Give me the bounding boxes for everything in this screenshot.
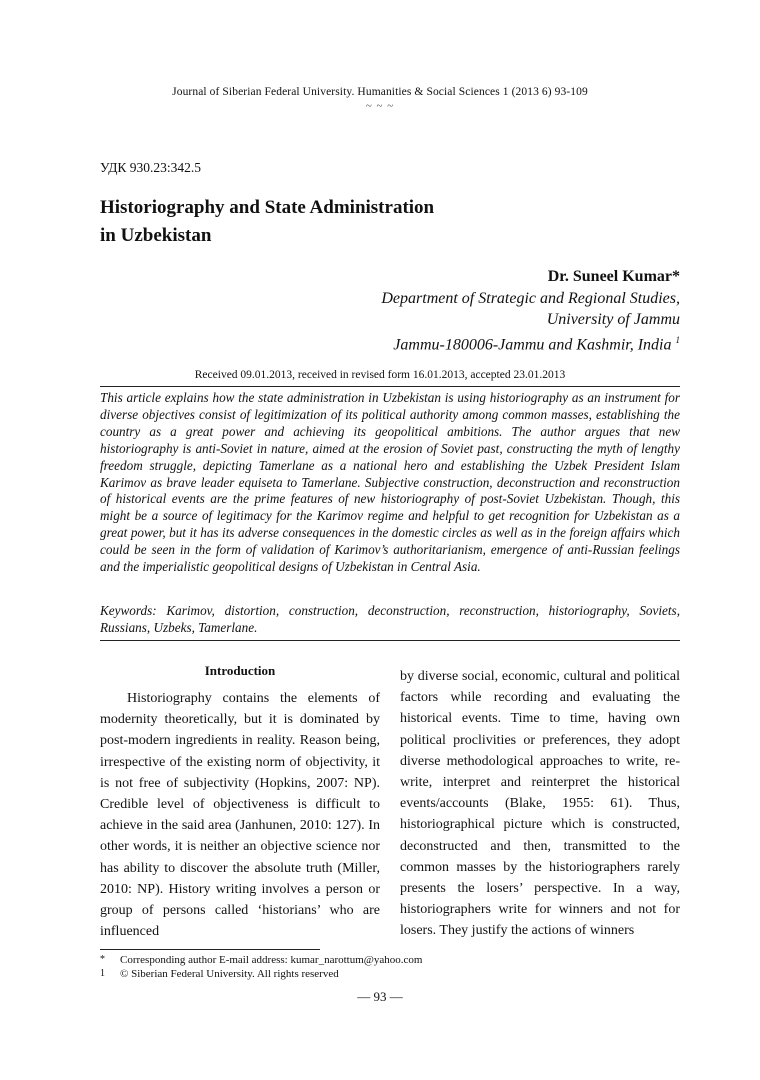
footnote-text: © Siberian Federal University. All rights reserved <box>120 968 339 980</box>
journal-header: Journal of Siberian Federal University. Humanities & Social Sciences 1 (2013 6) 93-109 <box>172 86 588 98</box>
page-number: — 93 — <box>357 989 403 1004</box>
title-line-1: Historiography and State Administration <box>100 197 435 218</box>
affiliation-line-3 <box>260 330 680 355</box>
footnote-rule <box>100 949 320 950</box>
author-block <box>260 266 680 355</box>
udc-code: УДК 930.23:342.5 <box>100 160 202 175</box>
abstract: This article explains how the state administration in Uzbekistan is using historiography as an instrument for diverse objectives consist of legitimization of its political authority among common masses, establishing the country as a great power and achieving its geopolitical ambitions. The author argues that new historiography is anti-Soviet in nature, aimed at the erosion of Soviet past, constructing the myth of lengthy freedom struggle, depicting Tamerlane as a national hero and establishing the Uzbek President Islam Karimov as brave leader equiseta to Tamerlane. Subjective construction, deconstruction and reconstruction of historical events are the prime features of new historiography of post-Soviet Uzbekistan. Though, this might be a source of legitimacy for the Karimov regime and helpful to get recognition for Uzbekistan as a great power, but it has its adverse consequences in the domestic circles as well as in the foreign affairs which could be seen in the form of validation of Karimov’s authoritarianism, emergence of anti-Russian feelings and the imperialistic geopolitical designs of Uzbekistan in Central Asia. <box>100 390 680 575</box>
affiliation-footnote-mark: 1 <box>675 335 680 345</box>
body-column-right <box>400 666 680 942</box>
affiliation-line-2: University of Jammu <box>546 311 680 328</box>
body-paragraph-right: by diverse social, economic, cultural and political factors while recording and evaluating the historical events. Time to time, having own political proclivities or preferences, they adopt diverse methodological approaches to write, re-write, interpret and reinterpret the historical events/accounts (Blake, 1955: 61). Thus, historiographical picture which is constructed, deconstructed and then, transmitted to the common masses by the historiographers rarely presents the losers’ perspective. In a way, historiographers write for winners and not for losers. They justify the actions of winners <box>400 669 680 939</box>
title-line-2: in Uzbekistan <box>100 225 212 246</box>
abstract-top-rule <box>100 386 680 387</box>
footnote-mark: * <box>100 954 105 965</box>
footnote-item <box>100 967 680 981</box>
affiliation-address: Jammu-180006-Jammu and Kashmir, India <box>393 336 672 354</box>
body-column-left <box>100 662 380 942</box>
article-title <box>100 194 500 250</box>
footnotes <box>100 953 680 981</box>
section-heading-introduction: Introduction <box>204 663 276 678</box>
header-ornament: ~ ~ ~ <box>365 100 395 112</box>
keywords: Keywords: Karimov, distortion, construction, deconstruction, reconstruction, historiography, Soviets, Russians, Uzbeks, Tamerlane. <box>100 603 680 635</box>
received-dates: Received 09.01.2013, received in revised form 16.01.2013, accepted 23.01.2013 <box>194 369 566 381</box>
abstract-bottom-rule <box>100 640 680 641</box>
footnote-mark: 1 <box>100 968 105 979</box>
author-name: Dr. Suneel Kumar* <box>547 268 680 285</box>
footnote-text: Corresponding author E-mail address: kumar_narottum@yahoo.com <box>120 954 423 966</box>
affiliation-line-1: Department of Strategic and Regional Studies, <box>381 290 680 307</box>
body-paragraph-left: Historiography contains the elements of modernity theoretically, but it is dominated by post-modern ingredients in reality. Reason being, irrespective of the existing norm of objectivity, it is not free of subjectivity (Hopkins, 2007: NP). Credible level of objectiveness is difficult to achieve in the said area (Janhunen, 2010: 127). In other words, it is neither an objective science nor has ability to discover the absolute truth (Miller, 2010: NP). History writing involves a person or group of persons called ‘historians’ who are influenced <box>100 691 380 940</box>
footnote-item <box>100 953 680 967</box>
